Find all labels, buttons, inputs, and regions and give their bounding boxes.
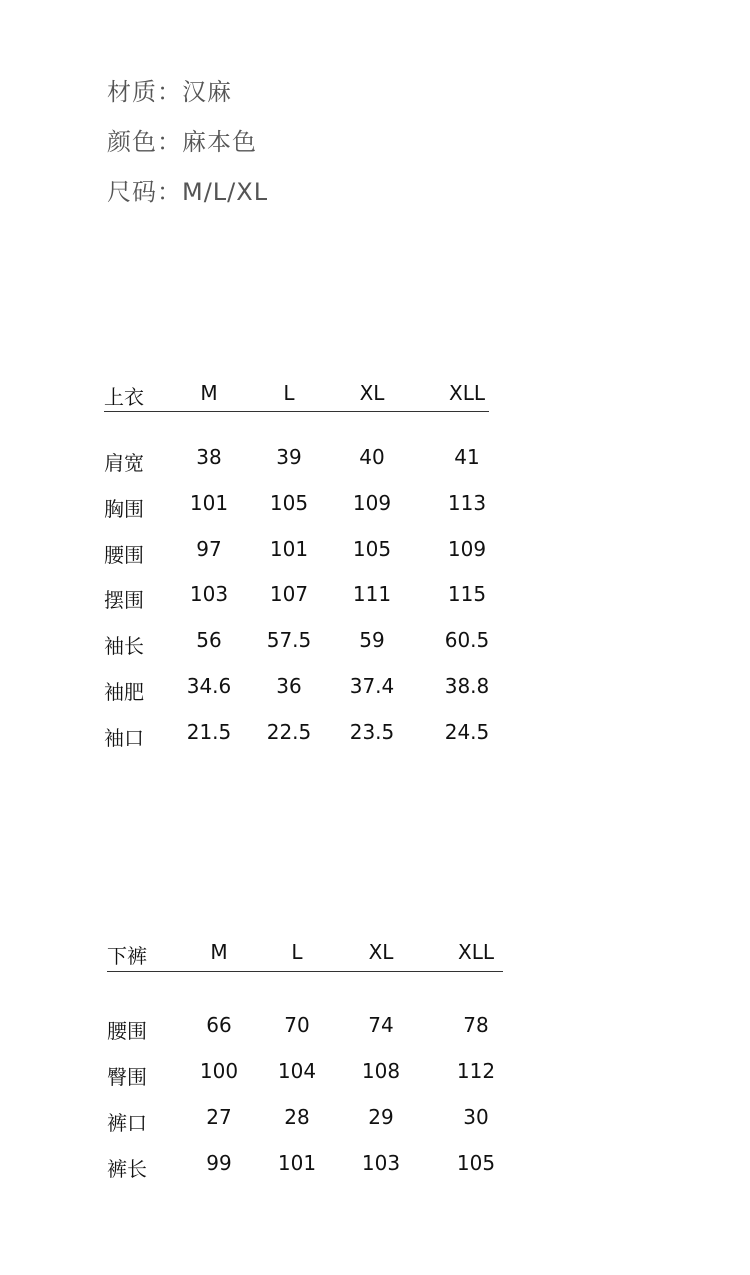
table-cell: 36 <box>276 674 302 698</box>
row-label: 袖肥 <box>104 680 144 704</box>
table-cell: 109 <box>447 536 487 561</box>
table-cell: 74 <box>368 1013 394 1037</box>
size-header: L <box>283 381 295 405</box>
table-cell: 101 <box>269 536 309 561</box>
spec-label: 尺码： <box>107 178 182 206</box>
table-cell: 34.6 <box>186 674 232 698</box>
table-cell: 113 <box>447 490 487 515</box>
table-cell: 38.8 <box>444 674 490 698</box>
spec-label: 颜色： <box>107 128 182 156</box>
table-title: 下裤 <box>107 944 147 968</box>
table-cell: 107 <box>269 582 309 607</box>
table-cell: 101 <box>189 490 229 515</box>
table-cell: 105 <box>456 1151 496 1175</box>
table-cell: 100 <box>199 1059 239 1083</box>
table-cell: 78 <box>463 1013 489 1037</box>
row-label: 摆围 <box>104 588 144 613</box>
size-header: XL <box>368 940 394 964</box>
table-title: 上衣 <box>104 385 144 409</box>
spec-label: 材质： <box>107 78 182 106</box>
row-label: 臀围 <box>107 1065 147 1089</box>
size-header: XL <box>359 381 385 405</box>
spec-value: 汉麻 <box>182 78 232 106</box>
table-cell: 40 <box>359 445 385 469</box>
row-label: 裤口 <box>107 1111 147 1135</box>
table-cell: 27 <box>206 1105 232 1129</box>
spec-value: M/L/XL <box>182 178 269 206</box>
table-cell: 39 <box>276 445 302 469</box>
spec-size <box>107 172 268 207</box>
table-cell: 38 <box>196 445 222 469</box>
table-cell: 108 <box>361 1059 401 1083</box>
table-cell: 41 <box>454 445 480 469</box>
table-cell: 115 <box>447 582 487 607</box>
row-label: 腰围 <box>107 1019 147 1043</box>
table-cell: 112 <box>456 1059 496 1083</box>
table-cell: 59 <box>359 628 385 653</box>
table-cell: 103 <box>361 1151 401 1175</box>
table-cell: 111 <box>352 582 392 607</box>
row-label: 裤长 <box>107 1157 147 1181</box>
size-header: M <box>200 381 218 405</box>
table-cell: 66 <box>206 1013 232 1037</box>
table-cell: 101 <box>277 1151 317 1175</box>
size-header: L <box>291 940 303 964</box>
row-label: 胸围 <box>104 496 144 521</box>
table-cell: 97 <box>196 536 222 561</box>
row-label: 袖长 <box>104 634 144 659</box>
size-header: XLL <box>449 381 485 405</box>
table-cell: 99 <box>206 1151 232 1175</box>
table-cell: 104 <box>277 1059 317 1083</box>
table-cell: 105 <box>352 536 392 561</box>
table-cell: 57.5 <box>266 628 312 653</box>
table-cell: 29 <box>368 1105 394 1129</box>
table-cell: 23.5 <box>349 719 395 744</box>
size-header: M <box>210 940 228 964</box>
table-cell: 105 <box>269 490 309 515</box>
table-cell: 70 <box>284 1013 310 1037</box>
table-cell: 24.5 <box>444 719 490 744</box>
table-cell: 109 <box>352 490 392 515</box>
header-divider <box>104 411 489 412</box>
table-cell: 22.5 <box>266 719 312 744</box>
row-label: 袖口 <box>104 725 144 750</box>
header-divider <box>107 971 503 972</box>
table-cell: 21.5 <box>186 719 232 744</box>
spec-value: 麻本色 <box>182 128 257 156</box>
spec-color <box>107 122 257 157</box>
table-cell: 103 <box>189 582 229 607</box>
size-header: XLL <box>458 940 494 964</box>
table-cell: 28 <box>284 1105 310 1129</box>
row-label: 肩宽 <box>104 451 144 475</box>
spec-material <box>107 72 232 107</box>
table-cell: 60.5 <box>444 628 490 653</box>
table-cell: 37.4 <box>349 674 395 698</box>
table-cell: 30 <box>463 1105 489 1129</box>
row-label: 腰围 <box>104 542 144 567</box>
table-cell: 56 <box>196 628 222 653</box>
